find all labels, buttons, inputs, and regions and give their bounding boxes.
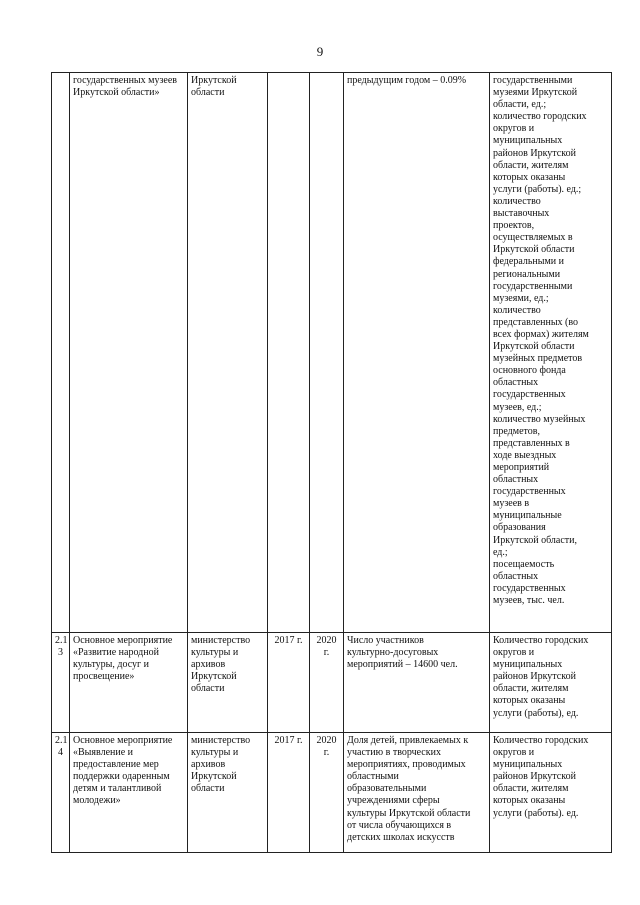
row-number-cell: 2.1 4 <box>52 733 70 853</box>
table-row <box>52 73 612 633</box>
measure-name-cell: Основное мероприятие «Выявление и предоставление мер поддержки одаренным детям и талантливой молодежи» <box>70 733 188 853</box>
executor-cell: Иркутской области <box>188 73 268 633</box>
end-year-cell: 2020 г. <box>310 733 344 853</box>
table-row <box>52 733 612 853</box>
end-year-cell <box>310 73 344 633</box>
row-number-cell <box>52 73 70 633</box>
executor-cell: министерство культуры и архивов Иркутской области <box>188 633 268 733</box>
start-year-cell <box>268 73 310 633</box>
measures-table <box>51 72 612 853</box>
start-year-cell: 2017 г. <box>268 633 310 733</box>
indicator-cell: Число участников культурно-досуговых мероприятий – 14600 чел. <box>344 633 490 733</box>
executor-cell: министерство культуры и архивов Иркутской области <box>188 733 268 853</box>
results-cell: Количество городских округов и муниципальных районов Иркутской области, жителям которых оказаны услуги (работы), ед. <box>490 633 612 733</box>
indicator-cell: Доля детей, привлекаемых к участию в творческих мероприятиях, проводимых областными образовательными учреждениями сферы культуры Иркутской области от числа обучающихся в детских школах искусств <box>344 733 490 853</box>
results-cell: государственными музеями Иркутской области, ед.; количество городских округов и муниципальных районов Иркутской области, жителям которых оказаны услуги (работы). ед.; количество выставочных проектов, осуществляемых в Иркутской области федеральными и региональными государственными музеями, ед.; количество представленных (во всех формах) жителям Иркутской области музейных предметов основного фонда областных государственных музеев, ед.; количество музейных предметов, представленных в ходе выездных мероприятий областных государственных музеев в муниципальные образования Иркутской области, ед.; посещаемость областных государственных музеев, тыс. чел. <box>490 73 612 633</box>
measure-name-cell: Основное мероприятие «Развитие народной культуры, досуг и просвещение» <box>70 633 188 733</box>
start-year-cell: 2017 г. <box>268 733 310 853</box>
end-year-cell: 2020 г. <box>310 633 344 733</box>
results-cell: Количество городских округов и муниципальных районов Иркутской области, жителям которых оказаны услуги (работы). ед. <box>490 733 612 853</box>
page-number: 9 <box>316 44 324 59</box>
table-row <box>52 633 612 733</box>
measure-name-cell: государственных музеев Иркутской области» <box>70 73 188 633</box>
row-number-cell: 2.1 3 <box>52 633 70 733</box>
indicator-cell: предыдущим годом – 0.09% <box>344 73 490 633</box>
